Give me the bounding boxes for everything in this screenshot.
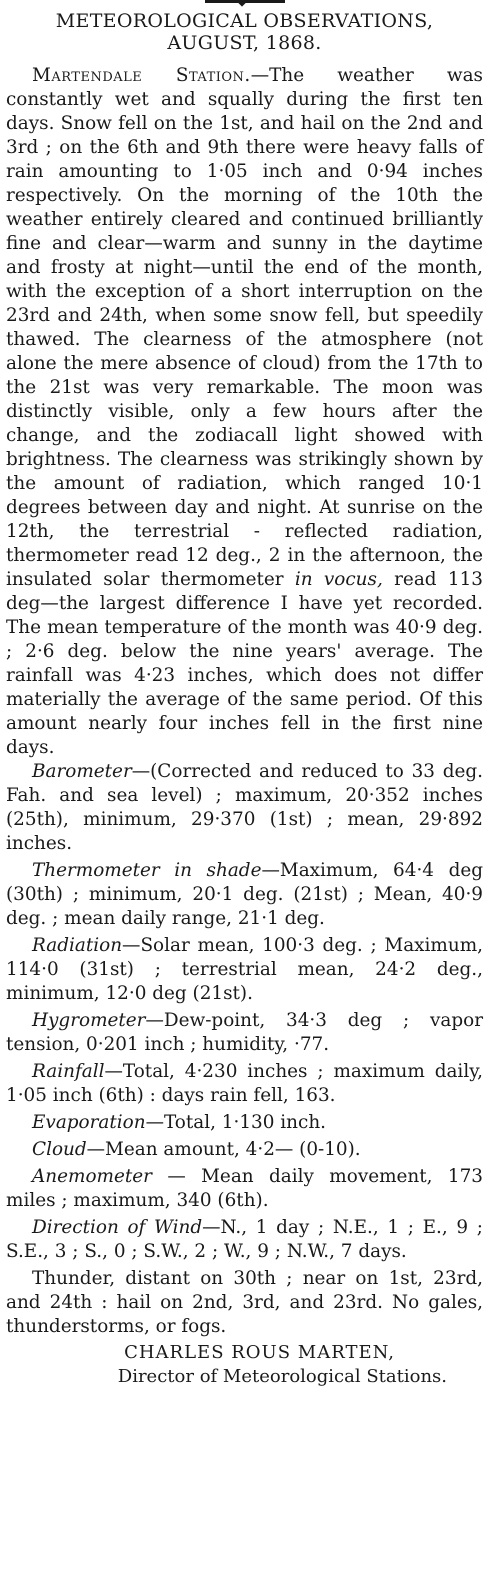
observation-value: —Total, 1·130 inch. [145,1112,327,1133]
report-italic: in vocus, [294,569,383,590]
observation-hygrometer [6,1009,483,1057]
observation-evaporation [6,1111,483,1135]
observation-value: —Solar mean, 100·3 deg. ; Maximum, 114·0 (31st) ; terrestrial mean, 24·2 deg., minimum, 12·0 deg (21st). [6,935,483,1004]
signature-name: CHARLES ROUS MARTEN, [124,1342,395,1363]
observation-term: Evaporation [32,1112,146,1133]
observation-value: —Dew-point, 34·3 deg ; vapor tension, 0·201 inch ; humidity, ·77. [6,1010,483,1055]
observation-value: —Total, 4·230 inches ; maximum daily, 1·05 inch (6th) : days rain fell, 163. [6,1061,483,1106]
observation-value: — Mean daily movement, 173 miles ; maximum, 340 (6th). [6,1166,483,1211]
observation-wind-direction [6,1216,483,1264]
observation-term: Direction of Wind [32,1217,203,1238]
report-text: —The weather was constantly wet and squally during the first ten days. Snow fell on the 1st, and hail on the 2nd and 3rd ; on the 6th and 9th there were heavy falls of rain amounting to 1·05 inch and 0·94 inches respectively. On the morning of the 10th the weather entirely cleared and continued brilliantly fine and clear—warm and sunny in the daytime and frosty at night—until the end of the month, with the exception of a short interruption on the 23rd and 24th, when some snow fell, but speedily thawed. The clearness of the atmosphere (not alone the mere absence of cloud) from the 17th to the 21st was very remarkable. The moon was distinctly visible, only a few hours after the change, and the zodiacall light showed with brightness. The clearness was strikingly shown by the amount of radiation, which ranged 10·1 degrees between day and night. At sunrise on the 12th, the terrestrial - reflected radiation, thermometer read 12 deg., 2 in the afternoon, the insulated solar thermometer [6,65,483,590]
observation-value: —(Corrected and reduced to 33 deg. Fah. and sea level) ; maximum, 20·352 inches (25th), minimum, 29·370 (1st) ; mean, 29·892 inches. [6,761,483,854]
report-text-end: read 113 deg—the largest difference I have yet recorded. The mean temperature of the month was 40·9 deg. ; 2·6 deg. below the nine years' average. The rainfall was 4·23 inches, which does not differ materially the average of the same period. Of this amount nearly four inches fell in the first nine days. [6,569,483,758]
observation-anemometer [6,1165,483,1213]
observation-barometer [6,760,483,856]
title-line-2: AUGUST, 1868. [167,32,322,54]
observation-term: Hygrometer [32,1010,146,1031]
observation-rainfall [6,1060,483,1108]
observation-term: Rainfall [32,1061,105,1082]
observation-value: —N., 1 day ; N.E., 1 ; E., 9 ; S.E., 3 ; S., 0 ; S.W., 2 ; W., 9 ; N.W., 7 days. [6,1217,483,1262]
observation-term: Anemometer [32,1166,152,1187]
observation-term: Radiation [32,935,123,956]
observation-term: Cloud [32,1139,87,1160]
signature-title: Director of Meteorological Stations. [117,1366,447,1387]
observation-term: Barometer [32,761,132,782]
observation-thermometer [6,859,483,931]
observation-cloud [6,1138,483,1162]
article-body [6,64,483,1389]
observation-value: —Maximum, 64·4 deg (30th) ; minimum, 20·1 deg. (21st) ; Mean, 40·9 deg. ; mean daily range, 21·1 deg. [6,860,483,929]
observation-value: —Mean amount, 4·2— (0-10). [86,1139,361,1160]
observation-term: Thermometer in shade [32,860,262,881]
observation-radiation [6,934,483,1006]
station-report [6,64,483,760]
article-title [6,0,483,54]
closing-remarks: Thunder, distant on 30th ; near on 1st, 23rd, and 24th : hail on 2nd, 3rd, and 23rd. No gales, thunderstorms, or fogs. [6,1268,483,1337]
station-name: Martendale Station. [32,65,251,86]
title-line-1: METEOROLOGICAL OBSERVATIONS, [55,10,434,32]
